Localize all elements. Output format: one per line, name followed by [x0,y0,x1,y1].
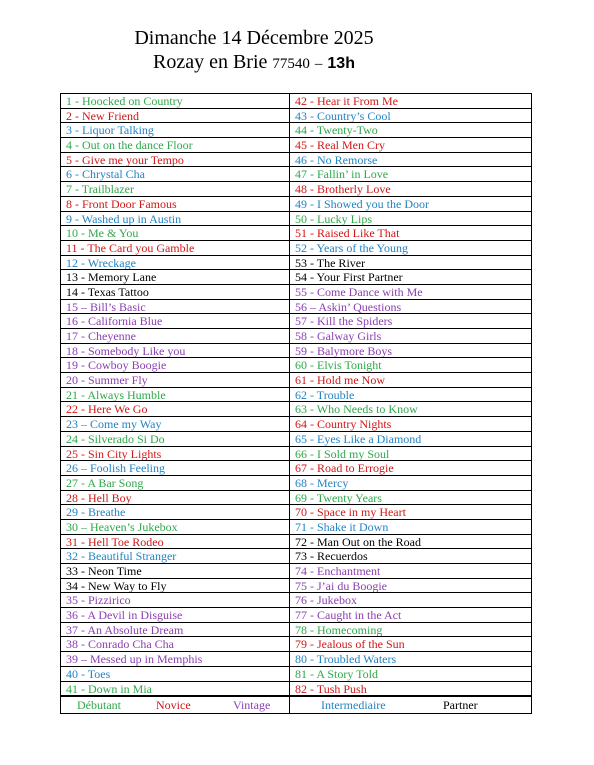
dance-list-item: 53 - The River [290,256,531,271]
dance-list-item: 39 – Messed up in Memphis [61,652,289,667]
dance-list-item: 13 - Memory Lane [61,270,289,285]
legend-left [61,696,289,713]
dance-list-item: 21 - Always Humble [61,388,289,403]
dance-list-item: 57 - Kill the Spiders [290,314,531,329]
dance-list-item: 79 - Jealous of the Sun [290,637,531,652]
dance-list-left-column [61,94,290,713]
legend-right [290,696,531,713]
dance-list-item: 52 - Years of the Young [290,241,531,256]
legend-intermediaire: Intermediaire [321,698,386,713]
dance-list-item: 29 - Breathe [61,505,289,520]
dance-list-item: 42 - Hear it From Me [290,94,531,109]
dance-list-item: 8 - Front Door Famous [61,197,289,212]
dance-list-item: 47 - Fallin’ in Love [290,167,531,182]
dance-list-item: 71 - Shake it Down [290,520,531,535]
start-time: 13h [327,55,355,72]
dance-list-item: 41 - Down in Mia [61,682,289,697]
dance-list-item: 23 – Come my Way [61,417,289,432]
dance-list-item: 11 - The Card you Gamble [61,241,289,256]
legend-vintage: Vintage [233,698,271,713]
dance-list-item: 32 - Beautiful Stranger [61,549,289,564]
dance-list-item: 76 - Jukebox [290,593,531,608]
dance-list-item: 75 - J’ai du Boogie [290,579,531,594]
dance-list-item: 58 - Galway Girls [290,329,531,344]
title-dash: – [314,56,323,72]
dance-list-item: 65 - Eyes Like a Diamond [290,432,531,447]
dance-list-table [60,93,532,714]
dance-list-item: 17 - Cheyenne [61,329,289,344]
dance-list-item: 68 - Mercy [290,476,531,491]
dance-list-item: 61 - Hold me Now [290,373,531,388]
dance-list-item: 74 - Enchantment [290,564,531,579]
dance-list-item: 49 - I Showed you the Door [290,197,531,212]
dance-list-item: 40 - Toes [61,667,289,682]
dance-list-item: 60 - Elvis Tonight [290,358,531,373]
dance-list-item: 26 – Foolish Feeling [61,461,289,476]
postal-code: 77540 [272,56,310,72]
dance-list-item: 9 - Washed up in Austin [61,212,289,227]
page-title-location [0,51,508,75]
dance-list-item: 30 – Heaven’s Jukebox [61,520,289,535]
dance-list-item: 10 - Me & You [61,226,289,241]
legend-novice: Novice [156,698,191,713]
dance-list-item: 25 - Sin City Lights [61,447,289,462]
dance-list-item: 72 - Man Out on the Road [290,535,531,550]
dance-list-item: 38 - Conrado Cha Cha [61,637,289,652]
dance-list-item: 12 - Wreckage [61,256,289,271]
dance-list-item: 35 - Pizzirico [61,593,289,608]
dance-list-item: 4 - Out on the dance Floor [61,138,289,153]
dance-list-item: 37 - An Absolute Dream [61,623,289,638]
dance-list-item: 55 - Come Dance with Me [290,285,531,300]
dance-list-item: 27 - A Bar Song [61,476,289,491]
dance-list-right-column [290,94,531,713]
dance-list-item: 3 - Liquor Talking [61,123,289,138]
dance-list-item: 56 – Askin’ Questions [290,300,531,315]
dance-list-item: 67 - Road to Errogie [290,461,531,476]
dance-list-item: 19 - Cowboy Boogie [61,358,289,373]
dance-list-item: 33 - Neon Time [61,564,289,579]
city-name: Rozay en Brie [153,51,268,73]
dance-list-item: 64 - Country Nights [290,417,531,432]
dance-list-item: 15 – Bill’s Basic [61,300,289,315]
dance-list-item: 5 - Give me your Tempo [61,153,289,168]
dance-list-item: 51 - Raised Like That [290,226,531,241]
dance-list-item: 36 - A Devil in Disguise [61,608,289,623]
dance-list-item: 31 - Hell Toe Rodeo [61,535,289,550]
dance-list-item: 22 - Here We Go [61,402,289,417]
dance-list-item: 73 - Recuerdos [290,549,531,564]
dance-list-item: 46 - No Remorse [290,153,531,168]
dance-list-item: 82 - Tush Push [290,682,531,697]
dance-list-item: 20 - Summer Fly [61,373,289,388]
dance-list-item: 1 - Hoocked on Country [61,94,289,109]
dance-list-item: 34 - New Way to Fly [61,579,289,594]
dance-list-item: 7 - Trailblazer [61,182,289,197]
legend-partner: Partner [443,698,478,713]
page-title-date: Dimanche 14 Décembre 2025 [134,27,374,49]
dance-list-item: 6 - Chrystal Cha [61,167,289,182]
dance-list-item: 77 - Caught in the Act [290,608,531,623]
dance-list-item: 80 - Troubled Waters [290,652,531,667]
dance-list-item: 69 - Twenty Years [290,491,531,506]
dance-list-item: 18 - Somebody Like you [61,344,289,359]
dance-list-item: 43 - Country’s Cool [290,109,531,124]
dance-list-item: 50 - Lucky Lips [290,212,531,227]
dance-list-item: 62 - Trouble [290,388,531,403]
dance-list-item: 16 - California Blue [61,314,289,329]
dance-list-item: 2 - New Friend [61,109,289,124]
dance-list-item: 24 - Silverado Si Do [61,432,289,447]
dance-list-item: 81 - A Story Told [290,667,531,682]
dance-list-item: 28 - Hell Boy [61,491,289,506]
legend-debutant: Débutant [77,698,121,713]
dance-list-item: 48 - Brotherly Love [290,182,531,197]
dance-list-item: 78 - Homecoming [290,623,531,638]
dance-list-item: 63 - Who Needs to Know [290,402,531,417]
dance-list-item: 14 - Texas Tattoo [61,285,289,300]
dance-list-item: 54 - Your First Partner [290,270,531,285]
dance-list-item: 44 - Twenty-Two [290,123,531,138]
dance-list-item: 45 - Real Men Cry [290,138,531,153]
dance-list-item: 59 - Balymore Boys [290,344,531,359]
dance-list-item: 66 - I Sold my Soul [290,447,531,462]
dance-list-item: 70 - Space in my Heart [290,505,531,520]
